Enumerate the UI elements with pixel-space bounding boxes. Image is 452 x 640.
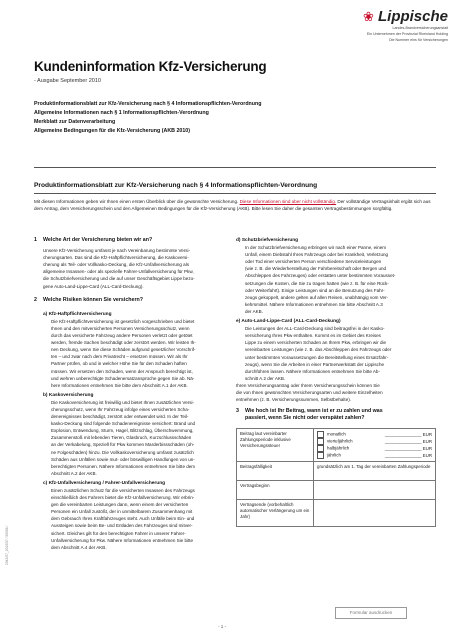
all-card-text: Die Leistungen der ALL-Card-Deckung sind beitragsfrei in der Kasko- versicherung Ihres Pkw enthalten. Kommt es im Gebiet des Kreises Lippe zu einem versicherten Schaden an Ihrem Pkw, erbringen wir die vereinbarten Leistungen (wie z. B. das Abschleppen des Fahrzeugs oder unter bestimmten Voraussetzungen die Bereitstellung eines Ersatzfahr- zeugs), wenn Sie die Arbeiten in einer Partnerwerkstatt der Lippische durchführen lassen. Nähere Informationen entnehmen Sie bitte Ab- schnitt A.2 der AKB. bbox=[245, 326, 392, 381]
contents-item: Produktinformationsblatt zur Kfz-Versicherung nach § 4 Informationspflichten-Verordnung bbox=[34, 101, 262, 107]
contract-start-field[interactable] bbox=[314, 481, 436, 500]
table-row bbox=[237, 500, 436, 527]
yearly-amount[interactable]: _______________ EUR bbox=[384, 452, 432, 458]
premium-options: monatlich _______________ EUR vierteljährlich _______________ EUR halbjährlich _______________ EUR jährlich _______________ EUR bbox=[314, 429, 436, 462]
halfyearly-amount[interactable]: _______________ EUR bbox=[384, 445, 432, 451]
quarterly-checkbox[interactable] bbox=[317, 438, 324, 445]
contract-end-label: Vertragsende (vorbehaltlich automatischer Verlängerung um ein Jahr) bbox=[237, 500, 314, 527]
company-logo bbox=[340, 8, 448, 68]
intro-warning: Diese Informationen sind aber nicht vollständig. bbox=[239, 199, 337, 204]
quarterly-amount[interactable]: _______________ EUR bbox=[384, 438, 432, 444]
due-date-value: grundsätzlich am 1. Tag der vereinbarten Zahlungsperiode bbox=[314, 462, 436, 481]
right-column bbox=[236, 237, 436, 527]
contract-start-label: Vertragsbeginn bbox=[237, 481, 314, 500]
contract-end-field[interactable] bbox=[314, 500, 436, 527]
monthly-checkbox[interactable] bbox=[317, 431, 324, 438]
liability-heading: a) Kfz-Haftpflichtversicherung bbox=[43, 311, 112, 317]
contents-list bbox=[34, 100, 434, 136]
section-title: Produktinformationsblatt zur Kfz-Versicherung nach § 4 Informationspflichten-Verordnung bbox=[34, 182, 318, 189]
document-code: 2042/07_2010/07 / 50056 / bbox=[5, 525, 9, 565]
logo-wordmark: Lippische bbox=[377, 8, 448, 25]
edition-subtitle: - Ausgabe September 2010 bbox=[34, 78, 101, 84]
question-3-heading: 3 Wie hoch ist Ihr Beitrag, wann ist er zu zahlen und was bbox=[236, 408, 383, 415]
premium-label: Beitrag laut vereinbarter Zahlungsperiode inklusive Versicherungssteuer bbox=[237, 429, 314, 462]
all-card-heading: e) Auto-Land-Lippe-Card (ALL-Card-Deckung) bbox=[236, 319, 341, 325]
page-number: - 1 - bbox=[218, 624, 227, 629]
contents-item: Allgemeine Bedingungen für die Kfz-Versicherung (AKB 2010) bbox=[34, 128, 190, 135]
question-1-heading: 1 Welche Art der Versicherung bieten wir an? bbox=[34, 237, 153, 243]
table-row bbox=[237, 481, 436, 500]
table-row bbox=[237, 429, 436, 462]
protection-letter-text: In der Schutzbriefversicherung erbringen wir nach einer Panne, einem Unfall, einem Diebstahl Ihres Fahrzeugs oder bei Krankheit, Verletzung oder Tod einer versicherten Person verschiedene Serviceleistungen (wie z. B. die Wiederherstellung der Fahrbereitschaft oder Bergen und Abschleppen des Fahrzeuges) oder erstatten unter bestimmten Vorausset- setzungen die Kosten, die Sie zu tragen hatten (wie z. B. für eine Rück- oder Weiterfahrt). Einige Leistungen sind an die Benutzung des Fahr- zeugs gekoppelt, andere gelten auf allen Reisen, unabhängig vom Ver- kehrsmittel. Nähere Informationen entnehmen Sie bitte Abschnitt A.3 der AKB. bbox=[245, 245, 396, 314]
casco-heading: b) Kaskoversicherung bbox=[43, 392, 94, 398]
question-3-heading-cont: passiert, wenn Sie nicht oder verspätet zahlen? bbox=[245, 415, 365, 422]
casco-text: Die Kaskoversicherung ist freiwillig und bietet Ihnen zusätzlichen Versi- cherungsschutz, wenn Ihr Fahrzeug infolge eines versicherten Scha- denereignisses beschädigt, zerstört oder entwendet wird. In der Teil- kasko-Deckung sind folgende Schadenereignisse versichert: Brand und Explosion, Entwendung, Sturm, Hagel, Blitzschlag, Überschwemmung, Zusammenstoß mit lebenden Tieren, Glasbruch, Kurzschlussschäden an der Verkabelung, Speziell für Pkw kommen Marderbissschäden (oh- ne Folgeschäden) hinzu. Die Vollkaskoversicherung umfasst zusätzlich Schäden aus Unfällen sowie mut- oder böswilligen Handlungen von un- berechtigten Personen. Nähere Informationen entnehmen Sie bitte dem Abschnitt A.2 der AKB. bbox=[51, 399, 196, 476]
due-date-label: Beitragsfälligkeit bbox=[237, 462, 314, 481]
insurance-note: Ihren Versicherungsantrag oder Ihrem Versicherungsschein können Sie die von Ihnen gewünschten Versicherungsarten und weitere Einzelheiten entnehmen (z. B. Versicherungssummen, Selbstbehalte). bbox=[236, 382, 383, 403]
question-2-heading: 2 Welche Risiken können Sie versichern? bbox=[34, 296, 143, 303]
rose-icon: ❀ bbox=[363, 9, 374, 24]
page-title: Kundeninformation Kfz-Versicherung bbox=[34, 59, 267, 74]
intro-text-2: Der vollständige Vertragsinhalt ergibt sich aus dem Antrag, dem Versicherungsschein und den Allgemeinen Bedingungen für die Kfz-Versicherung (AKB). Bitte lesen Sie daher die gesamten Vertragsbestimmungen sorgfältig. bbox=[34, 199, 431, 212]
accident-heading: c) Kfz-Unfallversicherung / Fahrer-Unfallversicherung bbox=[43, 480, 166, 486]
logo-subline-2: Ein Unternehmen der Provinzial Rheinland Holding bbox=[366, 31, 448, 36]
logo-subline-3: Die Nummer eins für Versicherungen bbox=[389, 37, 448, 42]
contents-item: Allgemeine Informationen nach § 1 Informationspflichten-Verordnung bbox=[34, 110, 209, 117]
halfyearly-checkbox[interactable] bbox=[317, 445, 324, 452]
contents-item: Merkblatt zur Datenverarbeitung bbox=[34, 119, 116, 126]
yearly-checkbox[interactable] bbox=[317, 452, 324, 459]
logo-subline-1: Landes-Brandversicherungsanstalt bbox=[392, 26, 448, 30]
table-row bbox=[237, 462, 436, 481]
divider-section bbox=[34, 193, 436, 194]
divider-top bbox=[34, 167, 436, 168]
premium-table bbox=[236, 428, 436, 527]
print-form-button[interactable]: Formular ausdrucken bbox=[335, 607, 407, 619]
liability-text: Die Kfz-Haftpflichtversicherung ist gesetzlich vorgeschrieben und bietet Ihnen und den mitversicherten Personen Versicherungsschutz, wenn durch das versicherte Fahrzeug andere Personen verletzt oder getötet werden, fremde Sachen beschädigt oder zerstört werden. Wir leisten Ih- nen Deckung, wenn Sie diese Schäden aufgrund gesetzlicher Vorschrif- ten – und zwar nach dem Privatrecht – ersetzen müssen. Wir als Ihr Partner prüfen, ob und in welcher Höhe Sie für den Schaden haften müssen. Wir ersetzen den Schaden, wenn der Anspruch berechtigt ist, und wehren unberechtigte Schadenersatzansprüche gegen Sie ab. Nä- here Informationen entnehmen Sie bitte dem Abschnitt A.1 der AKB. bbox=[51, 318, 196, 388]
left-column bbox=[34, 237, 228, 551]
question-1-text: Unsere Kfz-Versicherung umfasst je nach Vereinbarung bestimmte Versi- cherungsarten. Das sind die Kfz-Haftpflichtversicherung, die Kaskoversi- cherung als Teil- oder Vollkasko-Deckung, die Kfz-Unfallversicherung als allgemeine Insassen- oder als spezielle Fahrer-Unfallversicherung für Pkw, die Schutzbriefversicherung und die auf unser Geschäftsgebiet Lippe bezo- gene Auto-Land-Lippe-Card (ALL-Card-Deckung). bbox=[43, 248, 195, 289]
monthly-amount[interactable]: _______________ EUR bbox=[384, 431, 432, 437]
accident-text: Einen zusätzlichen Schutz für die versicherten Insassen des Fahrzeugs einschließlich des Fahrers bietet die Kfz-Unfallversicherung. Wir erbrin- gen die vereinbarten Leistungen dann, wenn einem der versicherten Personen ein Unfall zustößt, der in unmittelbarem Zusammenhang mit dem Gebrauch Ihres Kraftfahrzeuges steht. Auch Unfälle beim Ein- und Aussteigen sowie beim Be- und Entladen des Fahrzeuges sind mitver- sichert. Gleiches gilt für den berechtigten Fahrer in unserer Fahrer- Unfallversicherung für Pkw. Nähere Informationen entnehmen Sie bitte dem Abschnitt A.4 der AKB. bbox=[51, 488, 195, 550]
intro-text-1: Mit diesen Informationen geben wir Ihnen einen ersten Überblick über die gewünschte Versicherung. bbox=[34, 199, 239, 204]
protection-letter-heading: d) Schutzbriefversicherung bbox=[236, 238, 299, 243]
intro-paragraph bbox=[34, 198, 436, 212]
